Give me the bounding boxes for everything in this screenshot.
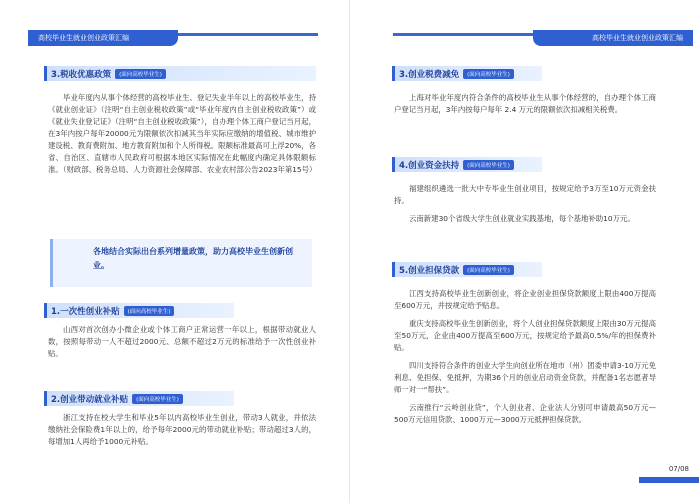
section-one-time-subsidy — [44, 303, 234, 318]
one-time-subsidy-text: 山西对首次创办小微企业或个体工商户正常运营一年以上，根据带动就业人数，按照每带动一人不超过2000元、总额不超过2万元的标准给予一次性创业补贴。 — [48, 325, 316, 358]
section-tag: (面向高校毕业生) — [132, 394, 183, 404]
section-fund-support — [392, 157, 542, 172]
section-tax-reduction — [392, 66, 542, 81]
right-page — [350, 0, 699, 503]
tax-preference-text: 毕业年度内从事个体经营的高校毕业生、登记失业半年以上的高校毕业生，持《就业创业证》（注明“自主创业税收政策”或“毕业年度内自主创业税收政策”）或《就业失业登记证》（注明“自主创业税收政策”），自办理个体工商户登记当月起，在3年内按户每年20000元为限额依次扣减其当年实际应缴纳的增值税、城市维护建设税、教育费附加、地方教育附加和个人所得税。限额标准最高可上浮20%，各省、自治区、直辖市人民政府可根据本地区实际情况在此幅度内确定具体限额标准。（财政部、税务总局、人力资源社会保障部、农业农村部公告2023年第15号） — [48, 93, 317, 174]
section-tag: (面向高校毕业生) — [463, 265, 514, 275]
page-footer-bar — [639, 477, 699, 483]
section-title: 1.一次性创业补贴 — [51, 306, 120, 317]
fund-support-text-fujian: 福建组织遴选一批大中专毕业生创业项目，按规定给予3万至10万元资金扶持。 — [394, 184, 656, 205]
section-title: 5.创业担保贷款 — [399, 265, 460, 276]
section-tag: (面向高校毕业生) — [115, 69, 166, 79]
loan-text-yunnan: 云南推行“云岭创业贷”，个人创业者、企业法人分别可申请最高50万元—500万元信用贷款、1000万元—3000万元抵押担保贷款。 — [394, 403, 656, 424]
loan-text-jiangxi: 江西支持高校毕业生创新创业，将企业创业担保贷款额度上限由400万提高至600万元，并按规定给予贴息。 — [394, 289, 656, 310]
loan-text-sichuan: 四川支持符合条件的创业大学生向创业所在地市（州）团委申请3-10万元免利息、免担保、免抵押，为期36个月的创业启动资金贷款，并配备1名志愿者导师一对一“帮扶”。 — [394, 361, 656, 394]
section-title: 3.创业税费减免 — [399, 69, 460, 80]
employment-subsidy-text: 浙江支持在校大学生和毕业5年以内高校毕业生创业，带动3人就业，并依法缴纳社会保险费1年以上的，给予每年2000元的带动就业补贴；带动超过3人的，每增加1人再给予1000元补贴。 — [48, 413, 316, 446]
page-number: 07/08 — [668, 465, 689, 473]
fund-support-text-yunnan: 云南新建30个省级大学生创业就业实践基地，每个基地补助10万元。 — [409, 214, 635, 223]
left-header-title: 高校毕业生就业创业政策汇编 — [28, 30, 178, 46]
highlight-note: 各地结合实际出台系列增量政策，助力高校毕业生创新创业。 — [50, 239, 312, 287]
right-header-title: 高校毕业生就业创业政策汇编 — [533, 30, 693, 46]
left-header — [28, 30, 318, 46]
left-page — [0, 0, 349, 503]
section-tag: (面向高校毕业生) — [124, 306, 175, 316]
left-header-line — [178, 33, 318, 36]
section-tag: (面向高校毕业生) — [463, 160, 514, 170]
right-header — [393, 30, 693, 46]
right-header-line — [393, 33, 533, 36]
section-title: 3.税收优惠政策 — [51, 69, 112, 80]
section-guaranteed-loan — [392, 262, 542, 277]
tax-reduction-text: 上海对毕业年度内符合条件的高校毕业生从事个体经营的，自办理个体工商户登记当月起，3年内按每户每年 2.4 万元的限额依次扣减相关税费。 — [394, 93, 656, 114]
loan-text-chongqing: 重庆支持高校毕业生创新创业，将个人创业担保贷款额度上限由30万元提高至50万元，企业由400万提高至600万元，按规定给予最高0.5%/年的担保费补贴。 — [394, 319, 656, 352]
section-title: 4.创业资金扶持 — [399, 160, 460, 171]
section-tag: (面向高校毕业生) — [463, 69, 514, 79]
section-tax-preference — [44, 66, 316, 81]
section-title: 2.创业带动就业补贴 — [51, 394, 129, 405]
section-employment-subsidy — [44, 391, 234, 406]
